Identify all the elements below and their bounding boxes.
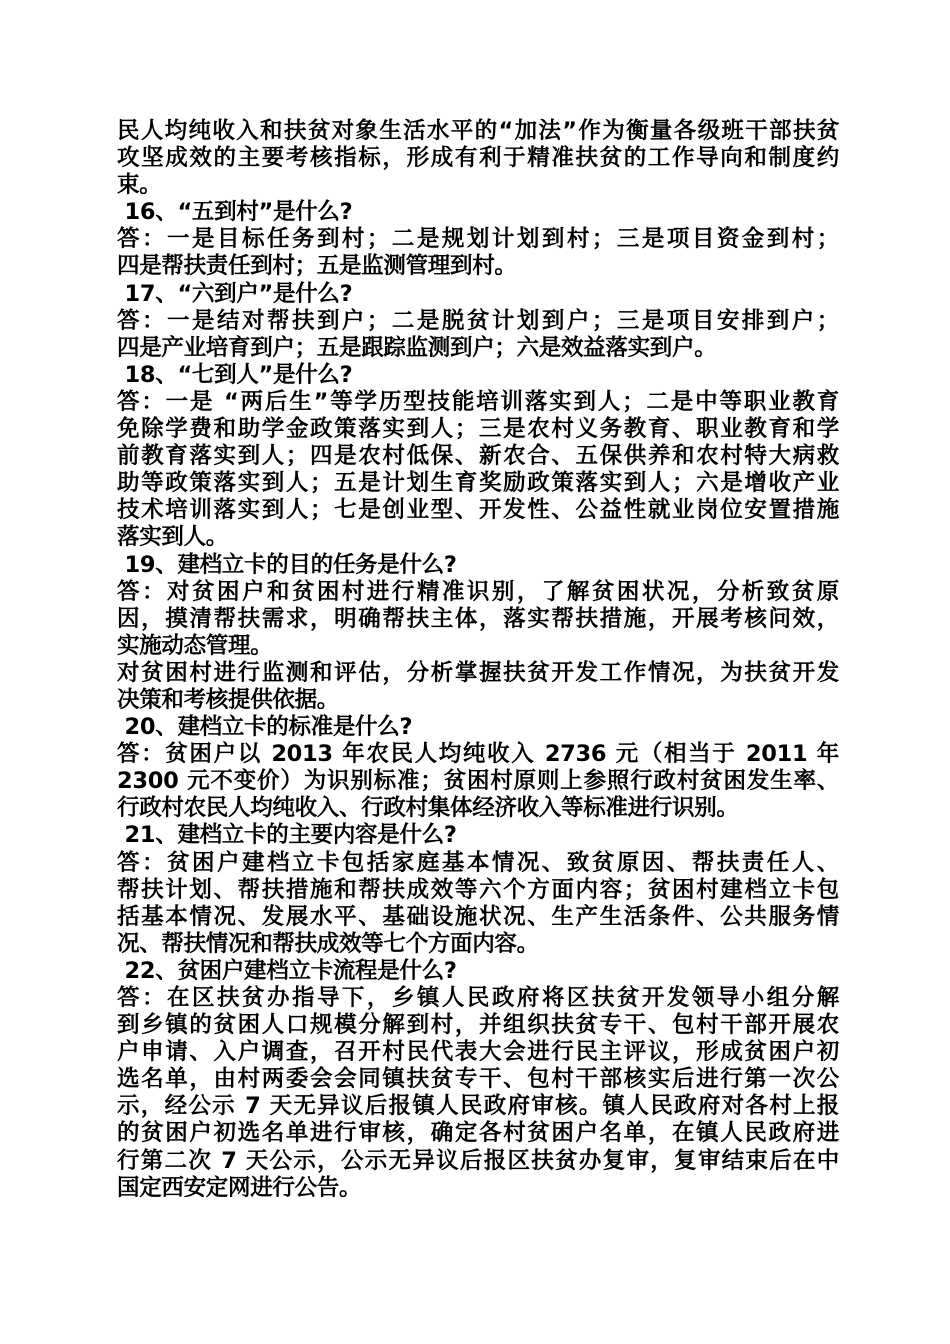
text-line: 况、帮扶情况和帮扶成效等七个方面内容。 [117, 930, 539, 957]
answer-line: 答：一是结对帮扶到户；二是脱贫计划到户；三是项目安排到户； [117, 307, 839, 334]
question-heading: 21、建档立卡的主要内容是什么? [117, 822, 457, 849]
question-heading: 18、“七到人”是什么? [117, 361, 353, 388]
text-line: 免除学费和助学金政策落实到人；三是农村义务教育、职业教育和学 [117, 416, 839, 443]
text-line: 到乡镇的贫困人口规模分解到村，并组织扶贫专干、包村干部开展农 [117, 1012, 839, 1039]
question-heading: 22、贫困户建档立卡流程是什么? [117, 957, 457, 984]
question-heading: 17、“六到户”是什么? [117, 280, 353, 307]
text-line: 行政村农民人均纯收入、行政村集体经济收入等标准进行识别。 [117, 795, 739, 822]
text-line: 2300 元不变价）为识别标准；贫困村原则上参照行政村贫困发生率、 [117, 768, 839, 795]
text-line: 决策和考核提供依据。 [117, 686, 340, 713]
answer-line: 答：贫困户建档立卡包括家庭基本情况、致贫原因、帮扶责任人、 [117, 849, 839, 876]
text-line: 因，摸清帮扶需求，明确帮扶主体，落实帮扶措施，开展考核问效， [117, 605, 839, 632]
text-line: 四是帮扶责任到村；五是监测管理到村。 [117, 253, 517, 280]
text-line: 户申请、入户调查，召开村民代表大会进行民主评议，形成贫困户初 [117, 1039, 839, 1066]
text-line: 四是产业培育到户；五是跟踪监测到户；六是效益落实到户。 [117, 334, 717, 361]
text-line: 技术培训落实到人；七是创业型、开发性、公益性就业岗位安置措施 [117, 497, 839, 524]
text-line: 助等政策落实到人；五是计划生育奖励政策落实到人；六是增收产业 [117, 470, 839, 497]
answer-line: 答：一是目标任务到村；二是规划计划到村；三是项目资金到村； [117, 226, 839, 253]
text-line: 民人均纯收入和扶贫对象生活水平的“加法”作为衡量各级班干部扶贫 [117, 118, 839, 144]
text-line: 攻坚成效的主要考核指标，形成有利于精准扶贫的工作导向和制度约 [117, 145, 839, 172]
question-heading: 20、建档立卡的标准是什么? [117, 714, 413, 741]
text-line: 选名单，由村两委会会同镇扶贫专干、包村干部核实后进行第一次公 [117, 1066, 839, 1093]
text-line: 帮扶计划、帮扶措施和帮扶成效等六个方面内容；贫困村建档立卡包 [117, 876, 839, 903]
question-heading: 19、建档立卡的目的任务是什么? [117, 551, 457, 578]
text-line: 束。 [117, 172, 162, 199]
answer-line: 答：一是 “两后生”等学历型技能培训落实到人；二是中等职业教育 [117, 388, 839, 415]
text-line: 的贫困户初选名单进行审核，确定各村贫困户名单，在镇人民政府进 [117, 1120, 839, 1147]
text-line: 示，经公示 7 天无异议后报镇人民政府审核。镇人民政府对各村上报 [117, 1093, 839, 1120]
answer-line: 答：贫困户以 2013 年农民人均纯收入 2736 元（相当于 2011 年 [117, 741, 839, 768]
question-heading: 16、“五到村”是什么? [117, 199, 353, 226]
text-line: 国定西安定网进行公告。 [117, 1174, 362, 1201]
document-body [117, 118, 839, 1202]
answer-line: 答：对贫困户和贫困村进行精准识别，了解贫困状况，分析致贫原 [117, 578, 839, 605]
text-line: 实施动态管理。 [117, 632, 273, 659]
text-line: 落实到人。 [117, 524, 229, 551]
text-line: 前教育落实到人；四是农村低保、新农合、五保供养和农村特大病救 [117, 443, 839, 470]
text-line: 行第二次 7 天公示，公示无异议后报区扶贫办复审，复审结束后在中 [117, 1147, 839, 1174]
text-line: 括基本情况、发展水平、基础设施状况、生产生活条件、公共服务情 [117, 903, 839, 930]
answer-line: 答：在区扶贫办指导下，乡镇人民政府将区扶贫开发领导小组分解 [117, 985, 839, 1011]
text-line: 对贫困村进行监测和评估，分析掌握扶贫开发工作情况，为扶贫开发 [117, 659, 839, 686]
